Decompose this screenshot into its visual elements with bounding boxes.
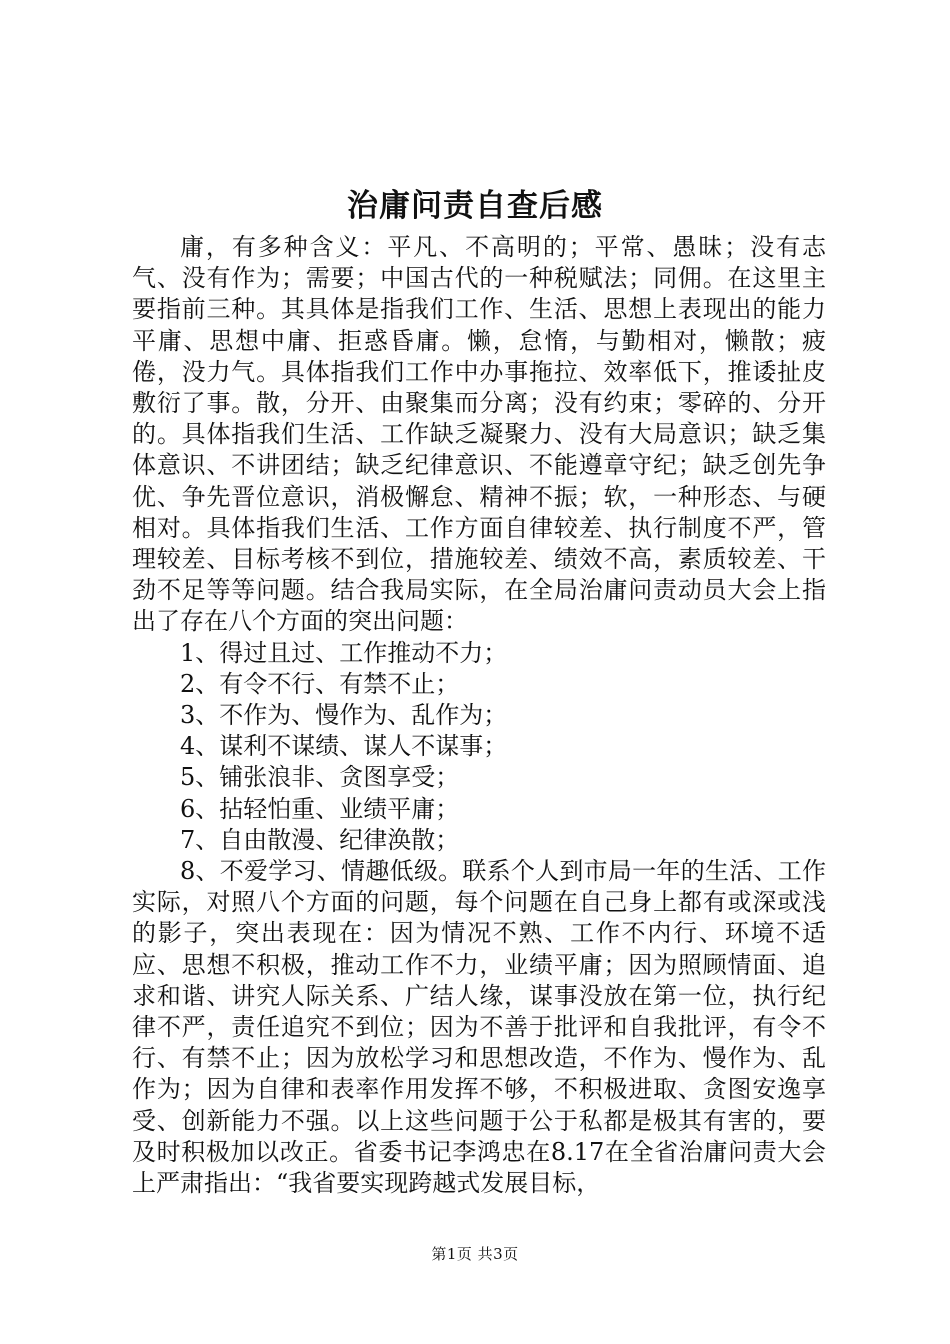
list-item-8: 8、不爱学习、情趣低级。联系个人到市局一年的生活、工作实际，对照八个方面的问题，每个问题在自己身上都有或深或浅的影子，突出表现在：因为情况不熟、工作不内行、环境不适应、思想不积极，推动工作不力，业绩平庸；因为照顾情面、追求和谐、讲究人际关系、广结人缘，谋事没放在第一位，执行纪律不严，责任追究不到位；因为不善于批评和自我批评，有令不行、有禁不止；因为放松学习和思想改造，不作为、慢作为、乱作为；因为自律和表率作用发挥不够，不积极进取、贪图安逸享受、创新能力不强。以上这些问题于公于私都是极其有害的，要及时积极加以改正。省委书记李鸿忠在8.17在全省治庸问责大会上严肃指出：“我省要实现跨越式发展目标， [132, 857, 826, 1198]
list-item-1: 1、得过且过、工作推动不力； [180, 638, 508, 667]
list-item-3: 3、不作为、慢作为、乱作为； [180, 701, 508, 730]
document-body [132, 232, 826, 1199]
paragraph-intro: 庸，有多种含义：平凡、不高明的；平常、愚昧；没有志气、没有作为；需要；中国古代的一种税赋法；同佣。在这里主要指前三种。其具体是指我们工作、生活、思想上表现出的能力平庸、思想中庸、拒惑昏庸。懒，怠惰，与勤相对，懒散；疲倦，没力气。具体指我们工作中办事拖拉、效率低下，推诿扯皮敷衍了事。散，分开、由聚集而分离；没有约束；零碎的、分开的。具体指我们生活、工作缺乏凝聚力、没有大局意识；缺乏集体意识、不讲团结；缺乏纪律意识、不能遵章守纪；缺乏创先争优、争先晋位意识，消极懈怠、精神不振；软，一种形态、与硬相对。具体指我们生活、工作方面自律较差、执行制度不严，管理较差、目标考核不到位，措施较差、绩效不高，素质较差、干劲不足等等问题。结合我局实际，在全局治庸问责动员大会上指出了存在八个方面的突出问题： [132, 233, 826, 636]
list-item-6: 6、拈轻怕重、业绩平庸； [180, 794, 460, 823]
list-item-4: 4、谋利不谋绩、谋人不谋事； [180, 732, 508, 761]
list-item-2: 2、有令不行、有禁不止； [180, 669, 460, 698]
list-item-5: 5、铺张浪非、贪图享受； [180, 763, 460, 792]
document-title: 治庸问责自查后感 [347, 188, 603, 224]
list-item-7: 7、自由散漫、纪律涣散； [180, 825, 460, 854]
page-number: 第1页 共3页 [431, 1245, 519, 1263]
